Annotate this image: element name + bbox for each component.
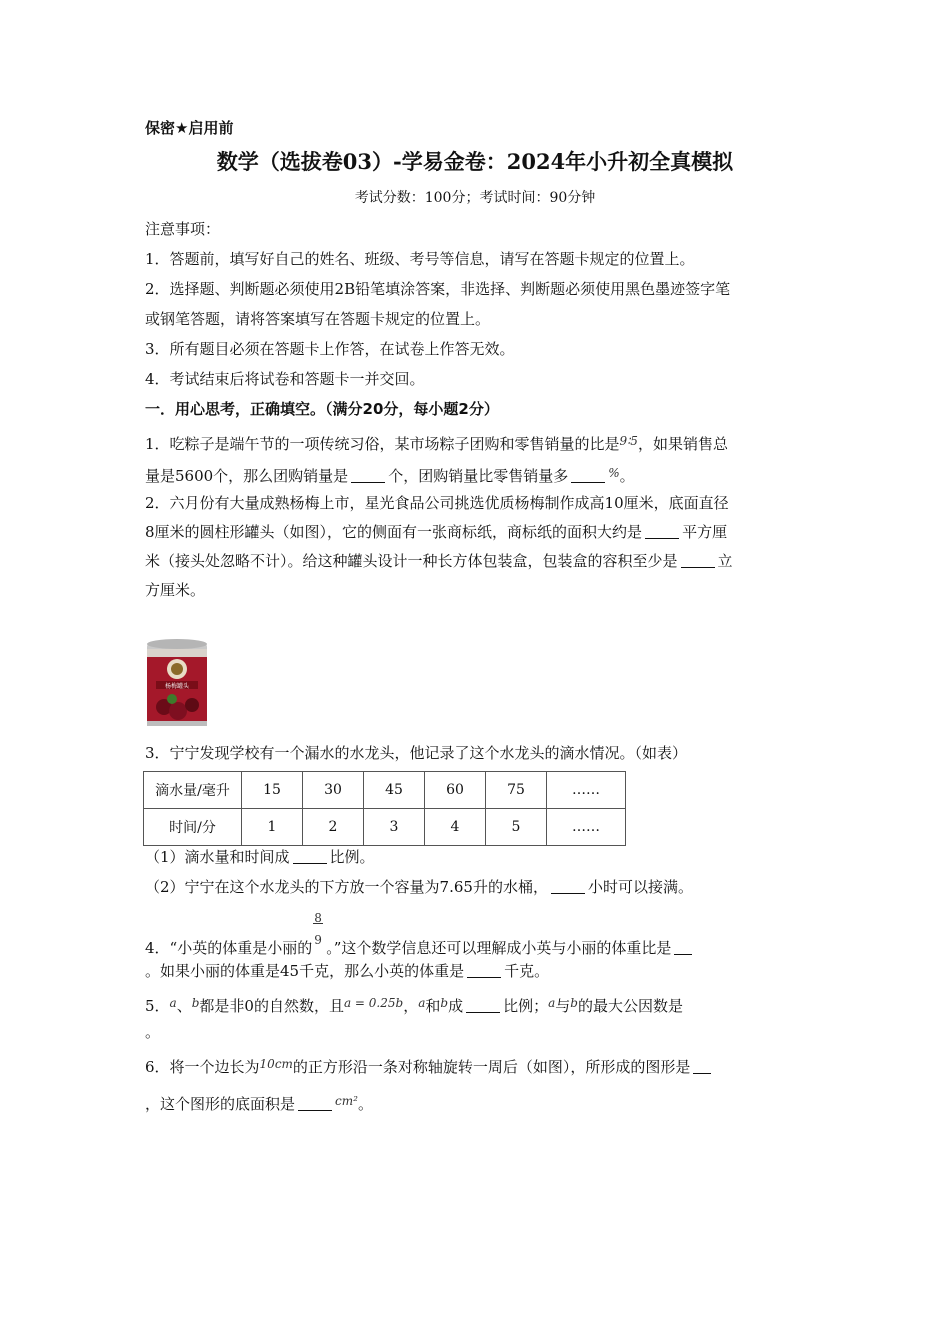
- answer-blank[interactable]: [674, 939, 692, 955]
- q4-text: 4．“小英的体重是小丽的: [145, 939, 313, 957]
- question-4-line-2: [145, 960, 549, 982]
- variable-a: a: [548, 996, 556, 1010]
- question-2-line-4: 方厘米。: [145, 581, 206, 599]
- table-cell: 3: [364, 809, 425, 846]
- table-header-cell: 滴水量/毫升: [144, 772, 242, 809]
- note-item: 1．答题前，填写好自己的姓名、班级、考号等信息，请写在答题卡规定的位置上。: [145, 250, 695, 268]
- question-2-line-3: [145, 550, 733, 572]
- q2-text: 立: [717, 552, 733, 570]
- question-3-part-2: [145, 876, 693, 898]
- q6-text: ，这个图形的底面积是: [145, 1095, 296, 1113]
- fraction-eight-ninths: [312, 911, 326, 953]
- q1-text: ，如果销售总: [637, 435, 728, 453]
- variable-b: b: [570, 996, 578, 1010]
- q3-text: 比例。: [329, 848, 375, 866]
- length-value: 10cm: [259, 1057, 293, 1071]
- table-cell: 60: [425, 772, 486, 809]
- can-label: 杨梅罐头: [164, 683, 190, 690]
- answer-blank[interactable]: [571, 467, 605, 483]
- table-cell: 4: [425, 809, 486, 846]
- q1-text: 量是5600个，那么团购销量是: [145, 467, 349, 485]
- question-5-line-1: [145, 992, 683, 1017]
- answer-blank[interactable]: [551, 878, 585, 894]
- question-1-line-2: [145, 462, 635, 487]
- answer-blank[interactable]: [298, 1095, 332, 1111]
- confidential-label: 保密★启用前: [145, 119, 234, 137]
- table-cell: 15: [242, 772, 303, 809]
- q1-text: 。: [619, 467, 635, 485]
- q1-text: 个，团购销量比零售销量多: [388, 467, 569, 485]
- note-item: 4．考试结束后将试卷和答题卡一并交回。: [145, 370, 425, 388]
- section-heading: 一．用心思考，正确填空。（满分20分，每小题2分）: [145, 400, 499, 418]
- question-6-line-2: [145, 1090, 373, 1115]
- q5-text: 都是非0的自然数，且: [199, 997, 344, 1015]
- fraction-denominator: 9: [314, 933, 322, 947]
- notes-heading: 注意事项：: [145, 220, 221, 238]
- question-5-line-2: 。: [145, 1023, 161, 1041]
- q4-text: 千克。: [504, 962, 550, 980]
- fraction-bar: [313, 923, 323, 924]
- variable-b: b: [191, 996, 200, 1010]
- table-header-cell: 时间/分: [144, 809, 242, 846]
- table-row: [144, 772, 626, 809]
- q6-text: 的正方形沿一条对称轴旋转一周后（如图），所形成的图形是: [292, 1058, 691, 1076]
- answer-blank[interactable]: [645, 523, 679, 539]
- q5-text: 、: [176, 997, 192, 1015]
- table-row: [144, 809, 626, 846]
- canned-bayberry-image: [144, 637, 210, 729]
- variable-b: b: [440, 996, 449, 1010]
- note-item: 3．所有题目必须在答题卡上作答，在试卷上作答无效。: [145, 340, 515, 358]
- q5-text: 5．: [145, 997, 170, 1015]
- drip-table: [143, 771, 626, 846]
- table-cell: ……: [547, 772, 626, 809]
- question-4-line-1: [145, 911, 695, 959]
- variable-a: a: [169, 996, 177, 1010]
- q5-text: 的最大公因数是: [577, 997, 683, 1015]
- note-item: 或钢笔答题，请将答案填写在答题卡规定的位置上。: [145, 310, 491, 328]
- q3-text: （1）滴水量和时间成: [145, 848, 290, 866]
- table-cell: 75: [486, 772, 547, 809]
- table-cell: 1: [242, 809, 303, 846]
- q5-text: 和: [425, 997, 441, 1015]
- answer-blank[interactable]: [466, 997, 500, 1013]
- answer-blank[interactable]: [351, 467, 385, 483]
- question-3-intro: 3．宁宁发现学校有一个漏水的水龙头，他记录了这个水龙头的滴水情况。（如表）: [145, 744, 688, 762]
- unit-cm2: cm²: [335, 1094, 358, 1108]
- question-2-line-2: [145, 521, 727, 543]
- table-cell: 2: [303, 809, 364, 846]
- answer-blank[interactable]: [693, 1058, 711, 1074]
- variable-a: a: [418, 996, 426, 1010]
- q6-text: 。: [357, 1095, 373, 1113]
- question-6-line-1: [145, 1053, 714, 1078]
- exam-subtitle: 考试分数：100分；考试时间：90分钟: [354, 190, 596, 206]
- question-1-line-1: [145, 430, 728, 455]
- q4-text: 。如果小丽的体重是45千克，那么小英的体重是: [145, 962, 465, 980]
- q6-text: 6．将一个边长为: [145, 1058, 260, 1076]
- equation: a = 0.25b: [343, 996, 404, 1010]
- table-cell: ……: [547, 809, 626, 846]
- q5-text: 比例；: [503, 997, 549, 1015]
- q5-text: 成: [448, 997, 464, 1015]
- q1-text: 1．吃粽子是端午节的一项传统习俗，某市场粽子团购和零售销量的比是: [145, 435, 620, 453]
- note-item: 2．选择题、判断题必须使用2B铅笔填涂答案，非选择、判断题必须使用黑色墨迹签字笔: [145, 280, 731, 298]
- question-3-part-1: [145, 846, 375, 868]
- q2-text: 8厘米的圆柱形罐头（如图），它的侧面有一张商标纸，商标纸的面积大约是: [145, 523, 643, 541]
- exam-title: 数学（选拔卷03）-学易金卷：2024年小升初全真模拟: [216, 149, 734, 174]
- q3-text: （2）宁宁在这个水龙头的下方放一个容量为7.65升的水桶，: [145, 878, 548, 896]
- q2-text: 平方厘: [682, 523, 728, 541]
- ratio-formula: 9∶5: [619, 434, 638, 448]
- table-cell: 30: [303, 772, 364, 809]
- fraction-numerator: 8: [314, 911, 322, 925]
- q5-text: ，: [403, 997, 419, 1015]
- answer-blank[interactable]: [293, 848, 327, 864]
- q5-text: 与: [555, 997, 571, 1015]
- answer-blank[interactable]: [681, 552, 715, 568]
- q3-text: 小时可以接满。: [587, 878, 693, 896]
- table-cell: 5: [486, 809, 547, 846]
- percent-sign: %: [608, 466, 620, 480]
- table-cell: 45: [364, 772, 425, 809]
- answer-blank[interactable]: [467, 962, 501, 978]
- q4-text: 。”这个数学信息还可以理解成小英与小丽的体重比是: [326, 939, 672, 957]
- question-2-line-1: 2．六月份有大量成熟杨梅上市，星光食品公司挑选优质杨梅制作成高10厘米，底面直径: [145, 494, 729, 512]
- q2-text: 米（接头处忽略不计）。给这种罐头设计一种长方体包装盒，包装盒的容积至少是: [145, 552, 678, 570]
